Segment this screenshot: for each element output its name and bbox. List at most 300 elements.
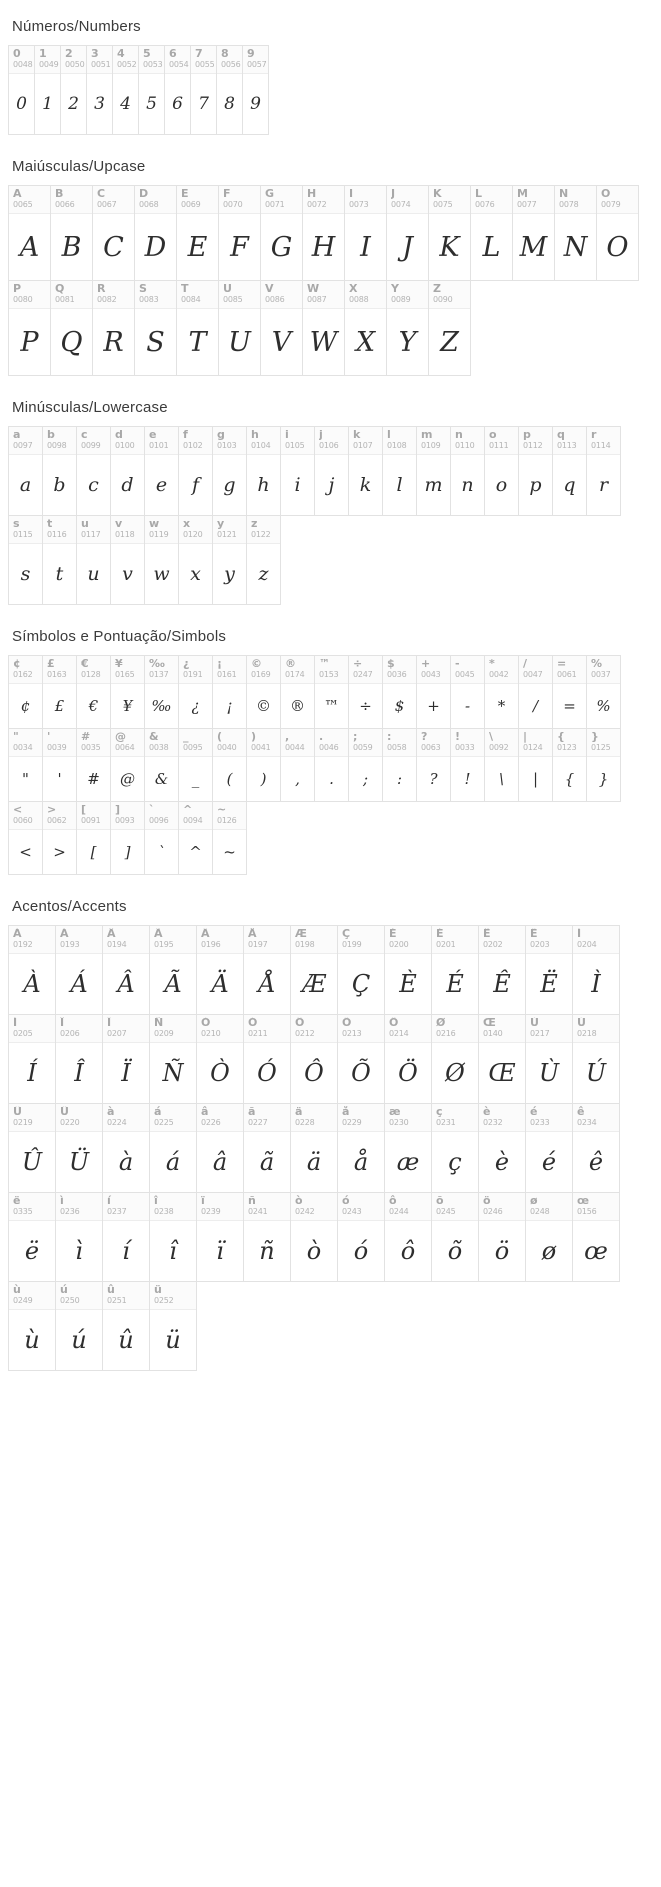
glyph-cell[interactable] xyxy=(8,728,43,802)
glyph-preview: À xyxy=(23,970,41,998)
glyph-cell[interactable] xyxy=(212,728,247,802)
glyph-cell[interactable] xyxy=(572,1103,620,1193)
glyph-code-label: 0165 xyxy=(115,670,135,679)
glyph-cell[interactable] xyxy=(260,280,303,376)
glyph-cell[interactable] xyxy=(280,426,315,516)
glyph-cell[interactable] xyxy=(382,655,417,729)
glyph-preview: ) xyxy=(260,770,267,788)
glyph-cell[interactable] xyxy=(384,925,432,1015)
glyph-code-label: 0252 xyxy=(154,1296,174,1305)
glyph-cell[interactable] xyxy=(178,426,213,516)
glyph-cell[interactable] xyxy=(243,1103,291,1193)
glyph-cell[interactable] xyxy=(428,185,471,281)
glyph-code-label: 0034 xyxy=(13,743,33,752)
glyph-cell[interactable] xyxy=(178,728,213,802)
glyph-cell[interactable] xyxy=(144,515,179,605)
glyph-cell[interactable] xyxy=(76,801,111,875)
glyph-meta xyxy=(150,1282,196,1310)
glyph-cell[interactable] xyxy=(596,185,639,281)
glyph-cell[interactable] xyxy=(246,515,281,605)
glyph-preview: / xyxy=(532,697,539,715)
glyph-cell[interactable] xyxy=(246,655,281,729)
glyph-grid-symbols xyxy=(8,655,653,874)
glyph-cell[interactable] xyxy=(243,925,291,1015)
glyph-meta xyxy=(9,1104,55,1132)
glyph-cell[interactable] xyxy=(572,1014,620,1104)
glyph-cell[interactable] xyxy=(290,1014,338,1104)
glyph-code-label: 0033 xyxy=(455,743,475,752)
glyph-cell[interactable] xyxy=(50,280,93,376)
glyph-char-label: á xyxy=(154,1106,162,1118)
glyph-cell[interactable] xyxy=(102,1014,150,1104)
glyph-char-label: ã xyxy=(248,1106,256,1118)
glyph-char-label: > xyxy=(47,804,57,816)
glyph-preview: Ù xyxy=(538,1059,560,1087)
glyph-cell[interactable] xyxy=(112,45,139,135)
glyph-preview: Ë xyxy=(540,970,558,998)
glyph-cell[interactable] xyxy=(178,655,213,729)
glyph-cell[interactable] xyxy=(60,45,87,135)
glyph-preview: | xyxy=(532,770,539,788)
glyph-cell[interactable] xyxy=(76,426,111,516)
glyph-preview: õ xyxy=(447,1237,463,1265)
glyph-cell[interactable] xyxy=(386,185,429,281)
glyph-cell[interactable] xyxy=(384,1103,432,1193)
glyph-cell[interactable] xyxy=(431,925,479,1015)
glyph-cell[interactable] xyxy=(518,728,553,802)
glyph-cell[interactable] xyxy=(218,280,261,376)
glyph-cell[interactable] xyxy=(280,728,315,802)
glyph-cell[interactable] xyxy=(55,1192,103,1282)
glyph-meta xyxy=(281,729,314,757)
glyph-char-label: ? xyxy=(421,731,428,743)
glyph-meta xyxy=(9,926,55,954)
glyph-cell[interactable] xyxy=(8,925,56,1015)
glyph-cell[interactable] xyxy=(382,426,417,516)
glyph-meta xyxy=(383,729,416,757)
glyph-meta xyxy=(555,186,596,214)
glyph-meta xyxy=(315,427,348,455)
glyph-char-label: Ø xyxy=(436,1017,446,1029)
glyph-cell[interactable] xyxy=(190,45,217,135)
glyph-char-label: Î xyxy=(60,1017,65,1029)
glyph-code-label: 0090 xyxy=(433,295,453,304)
glyph-preview: ô xyxy=(400,1237,416,1265)
glyph-cell[interactable] xyxy=(246,728,281,802)
glyph-cell[interactable] xyxy=(92,280,135,376)
glyph-cell[interactable] xyxy=(484,655,519,729)
glyph-cell[interactable] xyxy=(144,655,179,729)
glyph-cell[interactable] xyxy=(337,925,385,1015)
glyph-cell[interactable] xyxy=(110,728,145,802)
glyph-preview: k xyxy=(359,474,372,496)
glyph-cell[interactable] xyxy=(149,1103,197,1193)
glyph-cell[interactable] xyxy=(348,426,383,516)
glyph-cell[interactable] xyxy=(8,1192,56,1282)
glyph-cell[interactable] xyxy=(242,45,269,135)
glyph-meta xyxy=(150,1104,196,1132)
glyph-cell[interactable] xyxy=(344,185,387,281)
glyph-meta xyxy=(303,186,344,214)
glyph-meta xyxy=(219,186,260,214)
glyph-meta xyxy=(573,1104,619,1132)
glyph-cell[interactable] xyxy=(586,655,621,729)
glyph-cell[interactable] xyxy=(8,515,43,605)
glyph-cell[interactable] xyxy=(144,426,179,516)
glyph-meta xyxy=(35,46,60,74)
glyph-char-label: g xyxy=(217,429,225,441)
glyph-meta xyxy=(139,46,164,74)
glyph-cell[interactable] xyxy=(149,1281,197,1371)
glyph-preview: V xyxy=(271,326,292,358)
glyph-cell[interactable] xyxy=(134,280,177,376)
glyph-cell[interactable] xyxy=(348,655,383,729)
glyph-cell[interactable] xyxy=(8,1281,56,1371)
glyph-meta xyxy=(553,729,586,757)
glyph-cell[interactable] xyxy=(428,280,471,376)
glyph-char-label: o xyxy=(489,429,497,441)
glyph-preview: ' xyxy=(57,770,62,788)
glyph-preview: f xyxy=(191,474,200,496)
glyph-char-label: F xyxy=(223,188,231,200)
glyph-cell[interactable] xyxy=(386,280,429,376)
glyph-meta xyxy=(177,186,218,214)
glyph-cell[interactable] xyxy=(290,1192,338,1282)
glyph-meta xyxy=(43,656,76,684)
glyph-cell[interactable] xyxy=(8,655,43,729)
glyph-meta xyxy=(385,1015,431,1043)
glyph-cell[interactable] xyxy=(572,925,620,1015)
glyph-cell[interactable] xyxy=(478,1192,526,1282)
glyph-cell[interactable] xyxy=(314,728,349,802)
glyph-cell[interactable] xyxy=(450,426,485,516)
glyph-meta xyxy=(345,281,386,309)
glyph-char-label: q xyxy=(557,429,565,441)
glyph-cell[interactable] xyxy=(478,1103,526,1193)
glyph-cell[interactable] xyxy=(196,1103,244,1193)
glyph-cell[interactable] xyxy=(138,45,165,135)
glyph-cell[interactable] xyxy=(552,426,587,516)
glyph-cell[interactable] xyxy=(431,1103,479,1193)
glyph-meta xyxy=(597,186,638,214)
glyph-cell[interactable] xyxy=(8,1014,56,1104)
glyph-code-label: 0085 xyxy=(223,295,243,304)
glyph-cell[interactable] xyxy=(8,426,43,516)
glyph-meta xyxy=(261,281,302,309)
glyph-preview: i xyxy=(294,474,301,496)
glyph-meta xyxy=(9,46,34,74)
glyph-cell[interactable] xyxy=(110,426,145,516)
glyph-cell[interactable] xyxy=(512,185,555,281)
glyph-preview: Ø xyxy=(445,1059,465,1087)
glyph-cell[interactable] xyxy=(102,925,150,1015)
glyph-char-label: , xyxy=(285,731,290,743)
glyph-preview: Q xyxy=(60,326,83,358)
glyph-cell[interactable] xyxy=(450,655,485,729)
glyph-char-label: õ xyxy=(436,1195,444,1207)
glyph-meta xyxy=(165,46,190,74)
glyph-cell[interactable] xyxy=(450,728,485,802)
glyph-preview: ] xyxy=(124,843,131,861)
glyph-meta xyxy=(103,926,149,954)
glyph-cell[interactable] xyxy=(280,655,315,729)
glyph-char-label: ì xyxy=(60,1195,64,1207)
glyph-cell[interactable] xyxy=(554,185,597,281)
glyph-cell[interactable] xyxy=(176,280,219,376)
glyph-char-label: Æ xyxy=(295,928,307,940)
glyph-meta xyxy=(191,46,216,74)
glyph-cell[interactable] xyxy=(382,728,417,802)
glyph-cell[interactable] xyxy=(55,1014,103,1104)
glyph-cell[interactable] xyxy=(42,801,77,875)
glyph-cell[interactable] xyxy=(243,1014,291,1104)
glyph-cell[interactable] xyxy=(212,426,247,516)
glyph-meta xyxy=(103,1015,149,1043)
glyph-meta xyxy=(145,656,178,684)
glyph-cell[interactable] xyxy=(552,728,587,802)
glyph-cell[interactable] xyxy=(218,185,261,281)
glyph-cell[interactable] xyxy=(344,280,387,376)
glyph-char-label: = xyxy=(557,658,567,670)
glyph-char-label: ó xyxy=(342,1195,350,1207)
glyph-cell[interactable] xyxy=(416,655,451,729)
glyph-cell[interactable] xyxy=(525,925,573,1015)
glyph-preview: L xyxy=(482,231,501,263)
glyph-cell[interactable] xyxy=(552,655,587,729)
glyph-preview: G xyxy=(270,231,293,263)
glyph-cell[interactable] xyxy=(348,728,383,802)
glyph-cell[interactable] xyxy=(431,1192,479,1282)
glyph-meta xyxy=(349,656,382,684)
glyph-code-label: 0251 xyxy=(107,1296,127,1305)
glyph-code-label: 0214 xyxy=(389,1029,409,1038)
glyph-preview: Æ xyxy=(301,970,327,998)
glyph-char-label: U xyxy=(223,283,232,295)
glyph-cell[interactable] xyxy=(76,515,111,605)
glyph-meta xyxy=(9,427,42,455)
glyph-cell[interactable] xyxy=(484,728,519,802)
section-title-symbols: Símbolos e Pontuação/Simbols xyxy=(12,628,227,645)
glyph-cell[interactable] xyxy=(525,1103,573,1193)
glyph-cell[interactable] xyxy=(102,1281,150,1371)
glyph-cell[interactable] xyxy=(384,1192,432,1282)
glyph-cell[interactable] xyxy=(416,426,451,516)
glyph-cell[interactable] xyxy=(149,925,197,1015)
glyph-cell[interactable] xyxy=(196,925,244,1015)
glyph-cell[interactable] xyxy=(8,280,51,376)
section-title-accents: Acentos/Accents xyxy=(12,898,127,915)
glyph-cell[interactable] xyxy=(302,185,345,281)
glyph-cell[interactable] xyxy=(102,1103,150,1193)
glyph-code-label: 0250 xyxy=(60,1296,80,1305)
glyph-meta xyxy=(43,802,76,830)
glyph-cell[interactable] xyxy=(260,185,303,281)
glyph-code-label: 0078 xyxy=(559,200,579,209)
glyph-preview: ë xyxy=(24,1237,40,1265)
glyph-preview: ã xyxy=(259,1148,275,1176)
glyph-cell[interactable] xyxy=(384,1014,432,1104)
glyph-cell[interactable] xyxy=(8,801,43,875)
glyph-cell[interactable] xyxy=(572,1192,620,1282)
glyph-cell[interactable] xyxy=(196,1192,244,1282)
glyph-code-label: 0204 xyxy=(577,940,597,949)
glyph-code-label: 0084 xyxy=(181,295,201,304)
glyph-meta xyxy=(281,656,314,684)
glyph-code-label: 0225 xyxy=(154,1118,174,1127)
glyph-preview: r xyxy=(598,474,609,496)
glyph-cell[interactable] xyxy=(478,925,526,1015)
glyph-char-label: Y xyxy=(391,283,399,295)
glyph-cell[interactable] xyxy=(243,1192,291,1282)
glyph-meta xyxy=(145,516,178,544)
glyph-meta xyxy=(573,1015,619,1043)
glyph-preview: T xyxy=(188,326,207,358)
glyph-cell[interactable] xyxy=(8,185,51,281)
glyph-cell[interactable] xyxy=(178,801,213,875)
glyph-cell[interactable] xyxy=(518,655,553,729)
glyph-char-label: s xyxy=(13,518,20,530)
glyph-cell[interactable] xyxy=(76,728,111,802)
glyph-cell[interactable] xyxy=(149,1192,197,1282)
glyph-cell[interactable] xyxy=(176,185,219,281)
glyph-cell[interactable] xyxy=(86,45,113,135)
glyph-cell[interactable] xyxy=(110,515,145,605)
glyph-preview: Ó xyxy=(257,1059,277,1087)
glyph-preview: X xyxy=(355,326,376,358)
glyph-cell[interactable] xyxy=(8,45,35,135)
glyph-cell[interactable] xyxy=(55,925,103,1015)
glyph-cell[interactable] xyxy=(314,655,349,729)
glyph-cell[interactable] xyxy=(34,45,61,135)
glyph-cell[interactable] xyxy=(246,426,281,516)
glyph-preview: : xyxy=(396,770,403,788)
glyph-code-label: 0063 xyxy=(421,743,441,752)
glyph-cell[interactable] xyxy=(337,1192,385,1282)
glyph-preview: ù xyxy=(24,1326,40,1354)
glyph-preview: Ò xyxy=(210,1059,230,1087)
glyph-code-label: 0092 xyxy=(489,743,509,752)
glyph-char-label: N xyxy=(559,188,569,200)
glyph-cell[interactable] xyxy=(290,925,338,1015)
glyph-char-label: Õ xyxy=(342,1017,352,1029)
glyph-preview: { xyxy=(564,770,575,788)
glyph-cell[interactable] xyxy=(178,515,213,605)
glyph-cell[interactable] xyxy=(416,728,451,802)
glyph-cell[interactable] xyxy=(55,1281,103,1371)
glyph-cell[interactable] xyxy=(484,426,519,516)
glyph-cell[interactable] xyxy=(92,185,135,281)
glyph-code-label: 0174 xyxy=(285,670,305,679)
glyph-code-label: 0153 xyxy=(319,670,339,679)
glyph-cell[interactable] xyxy=(290,1103,338,1193)
glyph-preview: J xyxy=(402,231,413,263)
glyph-cell[interactable] xyxy=(134,185,177,281)
glyph-cell[interactable] xyxy=(212,655,247,729)
section-accents xyxy=(8,880,653,1370)
glyph-cell[interactable] xyxy=(302,280,345,376)
glyph-meta xyxy=(432,1015,478,1043)
glyph-cell[interactable] xyxy=(55,1103,103,1193)
glyph-meta xyxy=(43,516,76,544)
glyph-char-label: ' xyxy=(47,731,51,743)
glyph-meta xyxy=(573,1193,619,1221)
glyph-meta xyxy=(135,281,176,309)
glyph-cell[interactable] xyxy=(42,655,77,729)
glyph-cell[interactable] xyxy=(337,1014,385,1104)
glyph-preview: Â xyxy=(117,970,135,998)
glyph-meta xyxy=(553,427,586,455)
glyph-cell[interactable] xyxy=(42,728,77,802)
glyph-meta xyxy=(179,729,212,757)
glyph-cell[interactable] xyxy=(586,426,621,516)
glyph-cell[interactable] xyxy=(212,801,247,875)
glyph-cell[interactable] xyxy=(76,655,111,729)
glyph-code-label: 0237 xyxy=(107,1207,127,1216)
glyph-cell[interactable] xyxy=(431,1014,479,1104)
glyph-code-label: 0205 xyxy=(13,1029,33,1038)
glyph-code-label: 0095 xyxy=(183,743,203,752)
glyph-preview: ` xyxy=(157,843,166,861)
glyph-cell[interactable] xyxy=(470,185,513,281)
glyph-code-label: 0099 xyxy=(81,441,101,450)
glyph-cell[interactable] xyxy=(8,1103,56,1193)
glyph-cell[interactable] xyxy=(110,801,145,875)
glyph-preview: w xyxy=(153,563,170,585)
glyph-cell[interactable] xyxy=(110,655,145,729)
glyph-meta xyxy=(103,1193,149,1221)
glyph-cell[interactable] xyxy=(144,728,179,802)
glyph-cell[interactable] xyxy=(50,185,93,281)
glyph-cell[interactable] xyxy=(212,515,247,605)
glyph-char-label: : xyxy=(387,731,392,743)
glyph-char-label: ü xyxy=(154,1284,162,1296)
glyph-cell[interactable] xyxy=(149,1014,197,1104)
glyph-meta xyxy=(9,186,50,214)
glyph-char-label: p xyxy=(523,429,531,441)
glyph-cell[interactable] xyxy=(144,801,179,875)
glyph-cell[interactable] xyxy=(164,45,191,135)
glyph-char-label: ë xyxy=(13,1195,21,1207)
glyph-code-label: 0053 xyxy=(143,60,163,69)
glyph-cell[interactable] xyxy=(586,728,621,802)
glyph-preview: ò xyxy=(306,1237,322,1265)
glyph-preview: Ä xyxy=(211,970,229,998)
glyph-cell[interactable] xyxy=(216,45,243,135)
glyph-cell[interactable] xyxy=(42,426,77,516)
glyph-code-label: 0082 xyxy=(97,295,117,304)
glyph-cell[interactable] xyxy=(525,1192,573,1282)
glyph-preview: Ö xyxy=(398,1059,418,1087)
glyph-cell[interactable] xyxy=(478,1014,526,1104)
glyph-code-label: 0121 xyxy=(217,530,237,539)
glyph-code-label: 0219 xyxy=(13,1118,33,1127)
glyph-cell[interactable] xyxy=(525,1014,573,1104)
glyph-preview: ¢ xyxy=(20,697,31,715)
glyph-char-label: è xyxy=(483,1106,491,1118)
glyph-code-label: 0089 xyxy=(391,295,411,304)
glyph-cell[interactable] xyxy=(196,1014,244,1104)
glyph-code-label: 0042 xyxy=(489,670,509,679)
glyph-cell[interactable] xyxy=(337,1103,385,1193)
glyph-cell[interactable] xyxy=(102,1192,150,1282)
glyph-code-label: 0097 xyxy=(13,441,33,450)
glyph-cell[interactable] xyxy=(518,426,553,516)
glyph-char-label: Ú xyxy=(577,1017,586,1029)
glyph-preview: } xyxy=(598,770,609,788)
glyph-cell[interactable] xyxy=(42,515,77,605)
glyph-preview: Å xyxy=(258,970,276,998)
glyph-cell[interactable] xyxy=(314,426,349,516)
